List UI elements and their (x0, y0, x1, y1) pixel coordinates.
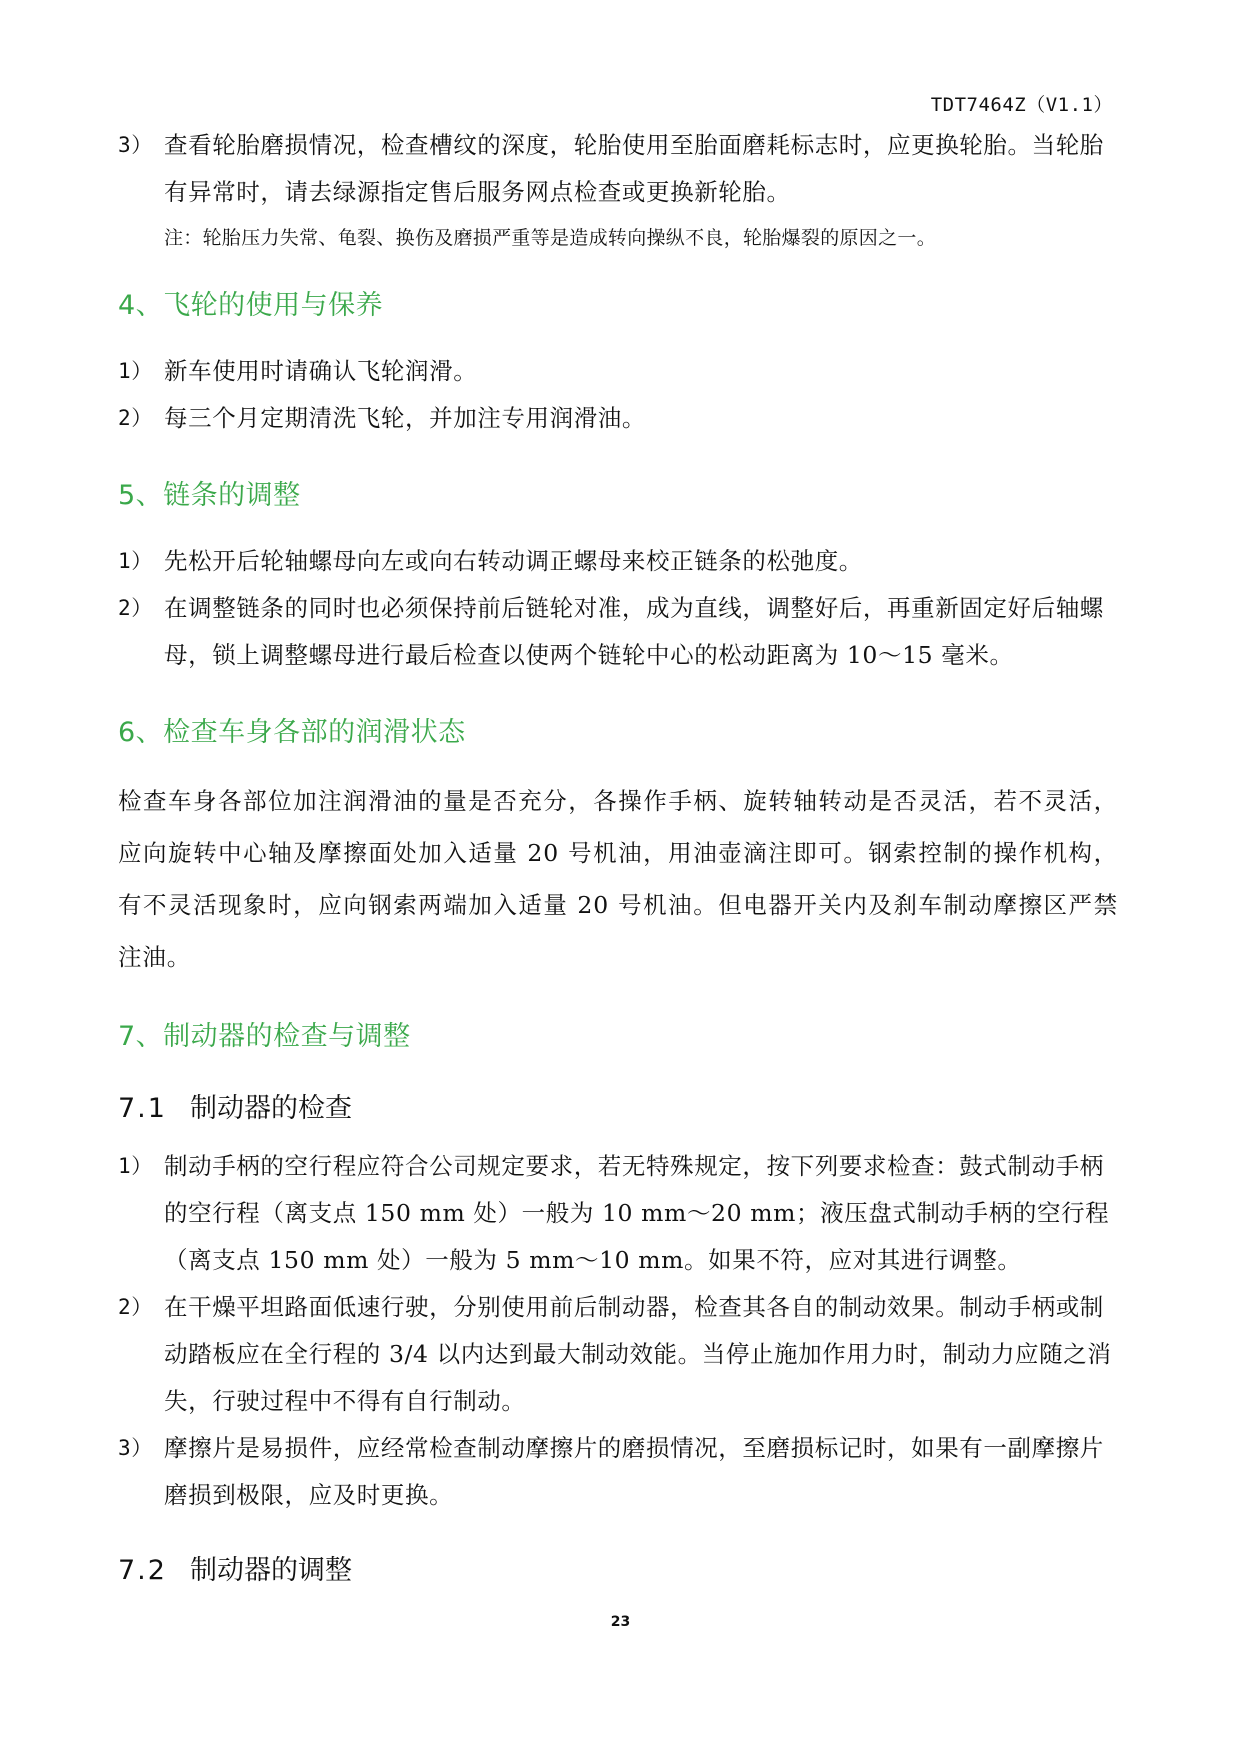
section-heading-brakes: 7、制动器的检查与调整 (118, 1021, 411, 1052)
list-item (118, 395, 1118, 442)
list-item-text: 每三个月定期清洗飞轮，并加注专用润滑油。 (164, 404, 646, 432)
list-item-number: 1） (118, 549, 153, 573)
list-item-text: 先松开后轮轴螺母向左或向右转动调正螺母来校正链条的松弛度。 (164, 547, 863, 575)
list-item (118, 348, 1118, 395)
list-item-text: 新车使用时请确认飞轮润滑。 (164, 357, 478, 385)
subsection-heading-brake-inspection (118, 1089, 1118, 1129)
list-item-number: 3） (118, 1436, 153, 1460)
subsection-title: 制动器的检查 (190, 1093, 352, 1124)
page-content (118, 122, 1118, 1605)
list-item (118, 1284, 1118, 1425)
section-heading-flywheel: 4、飞轮的使用与保养 (118, 290, 384, 321)
subsection-number: 7.2 (118, 1555, 167, 1586)
subsection-title: 制动器的调整 (190, 1555, 352, 1586)
list-item-text: 在干燥平坦路面低速行驶，分别使用前后制动器，检查其各自的制动效果。制动手柄或制动踏板应在全行程的 3/4 以内达到最大制动效能。当停止施加作用力时，制动力应随之消失，行驶过程中不得有自行制动。 (164, 1293, 1112, 1415)
list-item-number: 3） (118, 133, 153, 157)
list-item (118, 585, 1118, 679)
list-item (118, 538, 1118, 585)
document-code: TDT7464Z（V1.1） (930, 94, 1113, 116)
list-item (118, 122, 1118, 216)
list-item-number: 1） (118, 1154, 153, 1178)
list-item (118, 1143, 1118, 1284)
list-item-number: 2） (118, 596, 153, 620)
section-heading-chain: 5、链条的调整 (118, 480, 301, 511)
page-number: 23 (610, 1614, 631, 1630)
list-item-text: 摩擦片是易损件，应经常检查制动摩擦片的磨损情况，至磨损标记时，如果有一副摩擦片磨损到极限，应及时更换。 (164, 1434, 1104, 1509)
list-item-number: 1） (118, 359, 153, 383)
list-item-text: 制动手柄的空行程应符合公司规定要求，若无特殊规定，按下列要求检查：鼓式制动手柄的空行程（离支点 150 mm 处）一般为 10 mm～20 mm；液压盘式制动手柄的空行程（离支点 150 mm 处）一般为 5 mm～10 mm。如果不符，应对其进行调整。 (164, 1152, 1110, 1274)
list-item (118, 1425, 1118, 1519)
list-item-number: 2） (118, 1295, 153, 1319)
subsection-heading-brake-adjustment (118, 1551, 1118, 1591)
list-item-text: 在调整链条的同时也必须保持前后链轮对准，成为直线，调整好后，再重新固定好后轴螺母，锁上调整螺母进行最后检查以使两个链轮中心的松动距离为 10～15 毫米。 (164, 594, 1104, 669)
subsection-number: 7.1 (118, 1093, 167, 1124)
section-heading-lubrication: 6、检查车身各部的润滑状态 (118, 717, 466, 748)
list-item-text: 查看轮胎磨损情况，检查槽纹的深度，轮胎使用至胎面磨耗标志时，应更换轮胎。当轮胎有异常时，请去绿源指定售后服务网点检查或更换新轮胎。 (164, 131, 1104, 206)
note-text: 注：轮胎压力失常、龟裂、换伤及磨损严重等是造成转向操纵不良，轮胎爆裂的原因之一。 (164, 227, 937, 249)
list-item-number: 2） (118, 406, 153, 430)
lubrication-paragraph: 检查车身各部位加注润滑油的量是否充分，各操作手柄、旋转轴转动是否灵活，若不灵活，应向旋转中心轴及摩擦面处加入适量 20 号机油，用油壶滴注即可。钢索控制的操作机构，有不灵活现象时，应向钢索两端加入适量 20 号机油。但电器开关内及刹车制动摩擦区严禁注油。 (118, 787, 1118, 971)
